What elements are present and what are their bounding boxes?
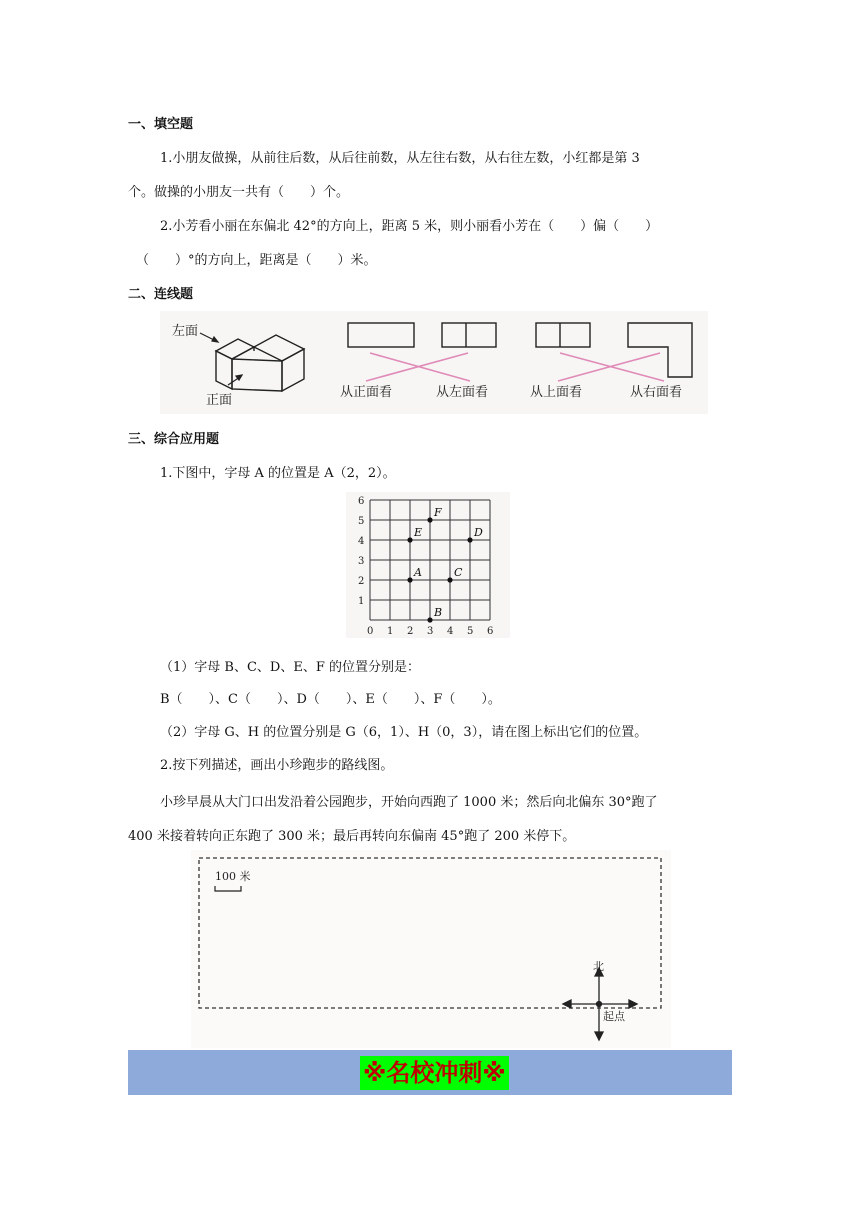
view-drawing-1: [348, 323, 414, 347]
left-arrow-head: [212, 337, 218, 342]
question-3-2-text-line-1: 小珍早晨从大门口出发沿着公园跑步，开始向西跑了 1000 米；然后向北偏东 30°跑了: [160, 795, 658, 810]
section-3-title: 三、综合应用题: [128, 432, 220, 447]
option-right-view: 从右面看: [630, 385, 683, 400]
y-tick-label: 1: [358, 596, 365, 607]
question-1-2-line-2: （ ）°的方向上，距离是（ ）米。: [136, 253, 377, 268]
coordinate-grid-figure: [346, 492, 510, 638]
option-top-view: 从上面看: [530, 385, 583, 400]
x-tick-label: 4: [447, 626, 454, 637]
label-left-face: 左面: [172, 324, 199, 339]
grid-point-d: [467, 537, 472, 542]
grid-point-b: [427, 617, 432, 622]
y-tick-label: 3: [358, 556, 365, 567]
x-tick-label: 3: [427, 626, 434, 637]
coordinate-grid: [346, 492, 510, 638]
view-drawing-2: [442, 323, 496, 347]
question-3-1-part-1-answer: B（ ）、C（ ）、D（ ）、E（ ）、F（ ）。: [160, 692, 501, 707]
option-front-view: 从正面看: [340, 385, 393, 400]
north-label: 北: [593, 960, 604, 973]
view-drawing-3: [536, 323, 590, 347]
y-tick-label: 6: [358, 496, 365, 507]
view-drawing-4: [628, 323, 692, 377]
matching-figure: [160, 311, 708, 414]
grid-point-label-b: B: [434, 606, 443, 619]
grid-point-e: [407, 537, 412, 542]
scale-bar: [215, 886, 241, 891]
section-1-title: 一、填空题: [128, 117, 194, 132]
west-arrow-icon: [563, 1000, 571, 1008]
x-tick-label: 1: [387, 626, 394, 637]
grid-point-c: [447, 577, 452, 582]
question-3-1-part-2: （2）字母 G、H 的位置分别是 G（6，1）、H（0，3），请在图上标出它们的位置。: [160, 725, 648, 740]
question-1-2-line-1: 2.小芳看小丽在东偏北 42°的方向上，距离 5 米，则小丽看小芳在（ ）偏（ ）: [160, 219, 659, 234]
start-point-marker: [597, 1002, 602, 1007]
y-tick-label: 2: [358, 576, 365, 587]
grid-point-label-f: F: [434, 506, 442, 519]
grid-point-label-e: E: [414, 526, 423, 539]
question-1-1-line-1: 1.小朋友做操，从前往后数，从后往前数，从左往右数，从右往左数，小红都是第 3: [160, 151, 640, 166]
start-label: 起点: [603, 1010, 625, 1023]
route-figure: [191, 850, 671, 1048]
question-3-1-intro: 1.下图中，字母 A 的位置是 A（2，2）。: [160, 466, 396, 481]
grid-point-label-c: C: [454, 566, 463, 579]
grid-point-label-a: A: [414, 566, 422, 579]
question-3-2-text-line-2: 400 米接着转向正东跑了 300 米；最后再转向东偏南 45°跑了 200 米停下。: [128, 829, 576, 844]
l-shaped-solid: [216, 335, 304, 391]
scale-label: 100 米: [215, 870, 251, 883]
question-3-2-intro: 2.按下列描述，画出小珍跑步的路线图。: [160, 758, 394, 773]
x-tick-label: 0: [367, 626, 374, 637]
x-tick-label: 6: [487, 626, 494, 637]
section-2-title: 二、连线题: [128, 287, 194, 302]
y-tick-label: 4: [358, 536, 365, 547]
south-arrow-icon: [595, 1032, 603, 1040]
x-tick-label: 5: [467, 626, 474, 637]
question-3-1-part-1: （1）字母 B、C、D、E、F 的位置分别是：: [160, 660, 420, 675]
grid-point-label-d: D: [474, 526, 483, 539]
route-dashed-border: [199, 858, 661, 1008]
grid-point-a: [407, 577, 412, 582]
banner-title: ※名校冲刺※: [360, 1056, 509, 1090]
x-tick-label: 2: [407, 626, 414, 637]
option-left-view: 从左面看: [436, 385, 489, 400]
east-arrow-icon: [629, 1000, 637, 1008]
y-tick-label: 5: [358, 516, 365, 527]
question-1-1-line-2: 个。做操的小朋友一共有（ ）个。: [128, 185, 350, 200]
label-front-face: 正面: [206, 393, 233, 408]
grid-point-f: [427, 517, 432, 522]
